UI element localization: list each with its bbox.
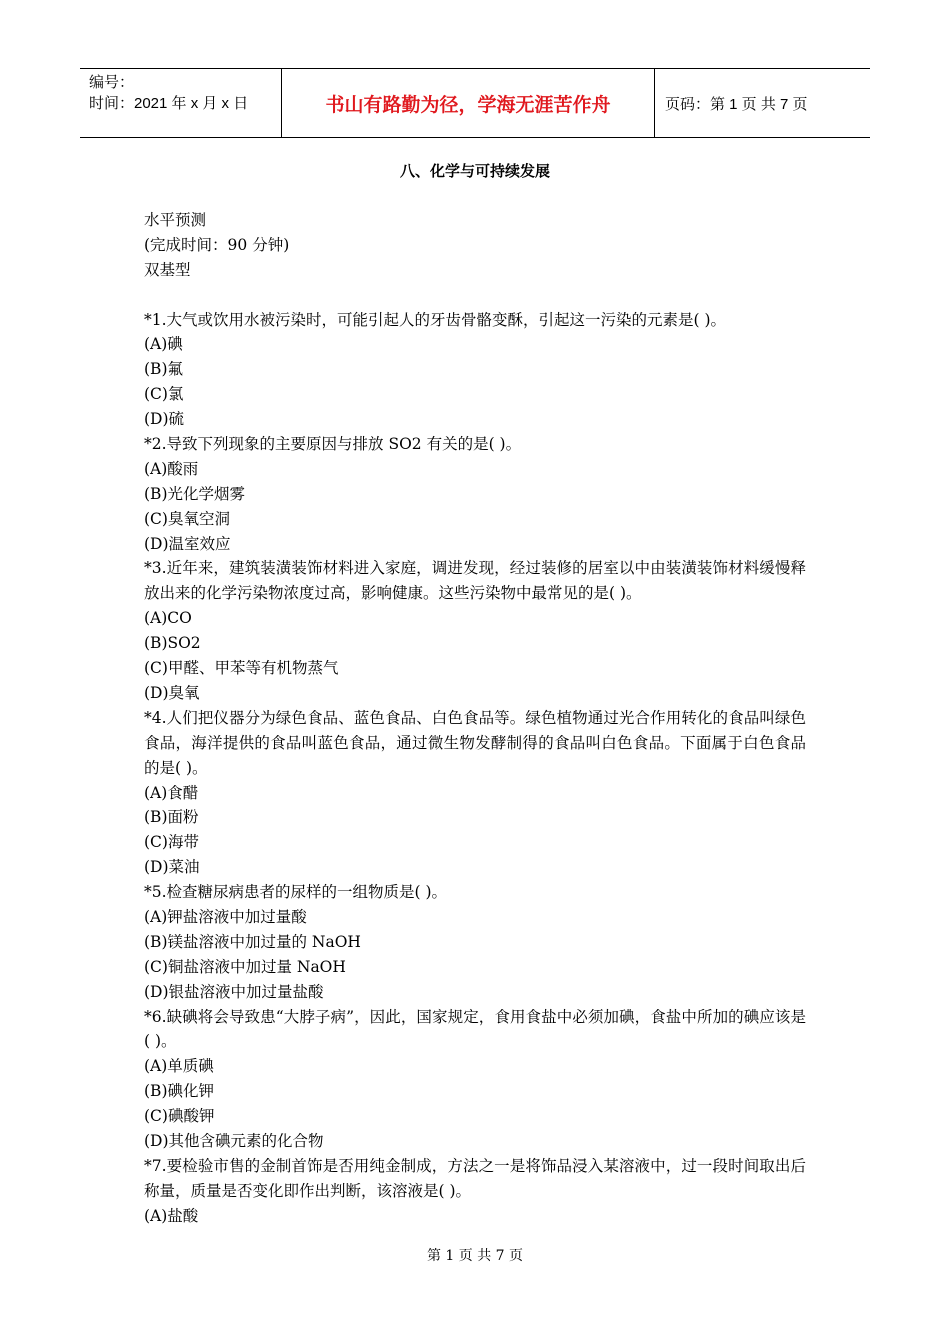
option: (B)碘化钾 (144, 1082, 214, 1101)
option: (A)食醋 (144, 783, 199, 802)
question-6 (144, 1005, 806, 1154)
page-footer: 第 1 页 共 7 页 (426, 1248, 524, 1264)
option: (B)面粉 (144, 808, 199, 827)
question-stem: *4.人们把仪器分为绿色食品、蓝色食品、白色食品等。绿色植物通过光合作用转化的食品叫绿色食品，海洋提供的食品叫蓝色食品，通过微生物发酵制得的食品叫白色食品。下面属于白色食品的是( )。 (144, 708, 806, 777)
option: (D)菜油 (144, 858, 200, 877)
question-stem: *2.导致下列现象的主要原因与排放 SO2 有关的是( )。 (144, 435, 522, 454)
option: (D)温室效应 (144, 534, 231, 553)
option: (A)单质碘 (144, 1057, 214, 1076)
option: (B)镁盐溶液中加过量的 NaOH (144, 932, 361, 951)
spacer (144, 283, 806, 308)
question-4 (144, 706, 806, 880)
question-5 (144, 880, 806, 1004)
page-header (80, 68, 870, 138)
option: (C)碘酸钾 (144, 1107, 215, 1126)
question-3 (144, 556, 806, 705)
question-type: 双基型 (144, 260, 191, 279)
question-2 (144, 432, 806, 556)
question-7 (144, 1154, 806, 1229)
option: (C)海带 (144, 833, 199, 852)
option: (C)甲醛、甲苯等有机物蒸气 (144, 659, 339, 678)
option: (C)氯 (144, 385, 184, 404)
option: (B)SO2 (144, 634, 201, 653)
time-label: 时间：2021 年 x 月 x 日 (89, 95, 249, 112)
option: (B)氟 (144, 360, 183, 379)
question-stem: *5.检查糖尿病患者的尿样的一组物质是( )。 (144, 883, 448, 902)
question-stem: *7.要检验市售的金制首饰是否用纯金制成，方法之一是将饰品浸入某溶液中，过一段时间取出后称量，质量是否变化即作出判断，该溶液是( )。 (144, 1156, 806, 1200)
option: (A)盐酸 (144, 1206, 199, 1225)
option: (D)其他含碘元素的化合物 (144, 1132, 324, 1151)
number-label: 编号： (89, 74, 135, 91)
option: (A)碘 (144, 335, 183, 354)
header-page-info: 页码：第 1 页 共 7 页 (665, 95, 808, 113)
option: (A)酸雨 (144, 459, 199, 478)
option: (D)银盐溶液中加过量盐酸 (144, 982, 324, 1001)
question-stem: *1.大气或饮用水被污染时，可能引起人的牙齿骨骼变酥，引起这一污染的元素是( )。 (144, 310, 727, 329)
question-1 (144, 308, 806, 432)
time-limit: (完成时间：90 分钟) (144, 235, 290, 254)
question-stem: *6.缺碘将会导致患“大脖子病”，因此，国家规定，食用食盐中必须加碘，食盐中所加的碘应该是( )。 (144, 1007, 806, 1051)
option: (D)臭氧 (144, 683, 200, 702)
question-stem: *3.近年来，建筑装潢装饰材料进入家庭，调进发现，经过装修的居室以中由装潢装饰材料缓慢释放出来的化学污染物浓度过高，影响健康。这些污染物中最常见的是( )。 (144, 559, 806, 603)
option: (C)铜盐溶液中加过量 NaOH (144, 957, 346, 976)
option: (C)臭氧空洞 (144, 509, 230, 528)
option: (A)CO (144, 609, 192, 628)
document-title: 八、化学与可持续发展 (399, 162, 550, 180)
option: (D)硫 (144, 410, 185, 429)
level-label: 水平预测 (144, 211, 207, 229)
header-meta (80, 69, 281, 137)
option: (B)光化学烟雾 (144, 484, 245, 503)
option: (A)钾盐溶液中加过量酸 (144, 908, 307, 927)
header-motto: 书山有路勤为径，学海无涯苦作舟 (281, 69, 655, 137)
document-body (144, 208, 806, 1229)
